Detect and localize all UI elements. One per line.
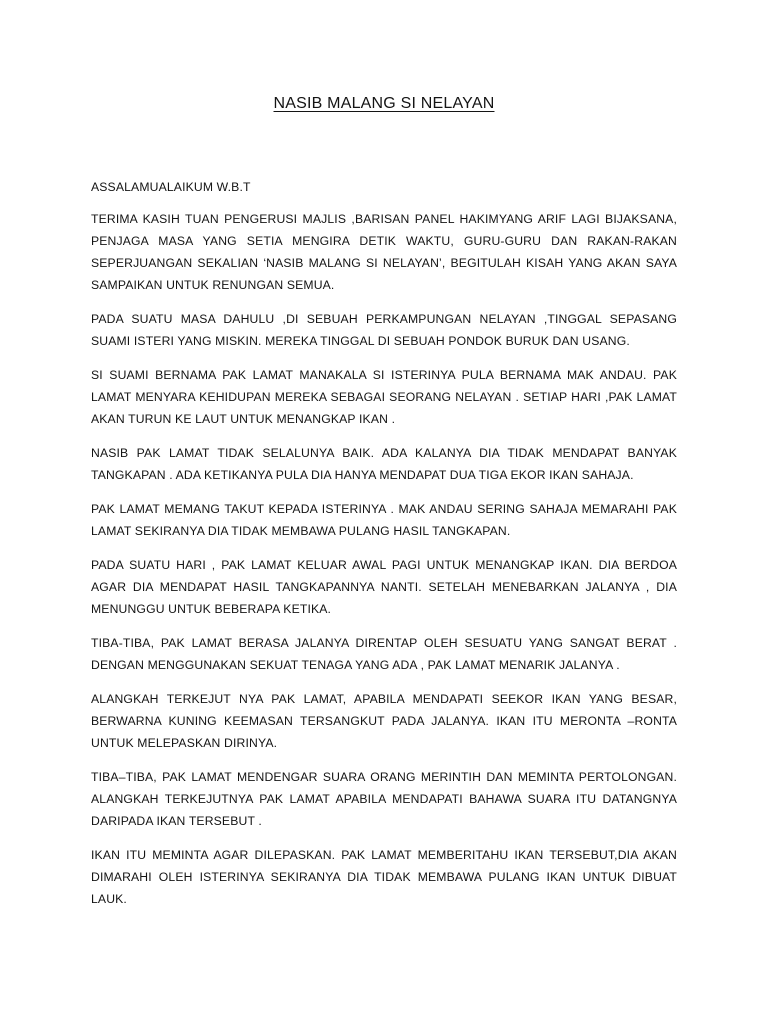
body-paragraph: TERIMA KASIH TUAN PENGERUSI MAJLIS ,BARISAN PANEL HAKIMYANG ARIF LAGI BIJAKSANA, PENJAGA MASA YANG SETIA MENGIRA DETIK WAKTU, GURU-GURU DAN RAKAN-RAKAN SEPERJUANGAN SEKALIAN ‘NASIB MALANG SI NELAYAN’, BEGITULAH KISAH YANG AKAN SAYA SAMPAIKAN UNTUK RENUNGAN SEMUA. — [91, 212, 677, 292]
body-paragraph: TIBA-TIBA, PAK LAMAT BERASA JALANYA DIRENTAP OLEH SESUATU YANG SANGAT BERAT . DENGAN MENGGUNAKAN SEKUAT TENAGA YANG ADA , PAK LAMAT MENARIK JALANYA . — [91, 636, 677, 672]
body-paragraph: TIBA–TIBA, PAK LAMAT MENDENGAR SUARA ORANG MERINTIH DAN MEMINTA PERTOLONGAN. ALANGKAH TERKEJUTNYA PAK LAMAT APABILA MENDAPATI BAHAWA SUARA ITU DATANGNYA DARIPADA IKAN TERSEBUT . — [91, 770, 677, 828]
body-paragraph: NASIB PAK LAMAT TIDAK SELALUNYA BAIK. ADA KALANYA DIA TIDAK MENDAPAT BANYAK TANGKAPAN . ADA KETIKANYA PULA DIA HANYA MENDAPAT DUA TIGA EKOR IKAN SAHAJA. — [91, 446, 677, 482]
document-title: NASIB MALANG SI NELAYAN — [273, 95, 495, 112]
body-paragraph: IKAN ITU MEMINTA AGAR DILEPASKAN. PAK LAMAT MEMBERITAHU IKAN TERSEBUT,DIA AKAN DIMARAHI OLEH ISTERINYA SEKIRANYA DIA TIDAK MEMBAWA PULANG IKAN UNTUK DIBUAT LAUK. — [91, 848, 677, 906]
body-paragraph: SI SUAMI BERNAMA PAK LAMAT MANAKALA SI ISTERINYA PULA BERNAMA MAK ANDAU. PAK LAMAT MENYARA KEHIDUPAN MEREKA SEBAGAI SEORANG NELAYAN . SETIAP HARI ,PAK LAMAT AKAN TURUN KE LAUT UNTUK MENANGKAP IKAN . — [91, 368, 677, 426]
body-paragraph: PADA SUATU MASA DAHULU ,DI SEBUAH PERKAMPUNGAN NELAYAN ,TINGGAL SEPASANG SUAMI ISTERI YANG MISKIN. MEREKA TINGGAL DI SEBUAH PONDOK BURUK DAN USANG. — [91, 312, 677, 348]
body-paragraph: ALANGKAH TERKEJUT NYA PAK LAMAT, APABILA MENDAPATI SEEKOR IKAN YANG BESAR, BERWARNA KUNING KEEMASAN TERSANGKUT PADA JALANYA. IKAN ITU MERONTA –RONTA UNTUK MELEPASKAN DIRINYA. — [91, 692, 677, 750]
greeting-paragraph: ASSALAMUALAIKUM W.B.T — [91, 180, 251, 194]
document-body — [91, 176, 677, 922]
body-paragraph: PADA SUATU HARI , PAK LAMAT KELUAR AWAL PAGI UNTUK MENANGKAP IKAN. DIA BERDOA AGAR DIA MENDAPAT HASIL TANGKAPANNYA NANTI. SETELAH MENEBARKAN JALANYA , DIA MENUNGGU UNTUK BEBERAPA KETIKA. — [91, 558, 677, 616]
body-paragraph: PAK LAMAT MEMANG TAKUT KEPADA ISTERINYA . MAK ANDAU SERING SAHAJA MEMARAHI PAK LAMAT SEKIRANYA DIA TIDAK MEMBAWA PULANG HASIL TANGKAPAN. — [91, 502, 677, 538]
